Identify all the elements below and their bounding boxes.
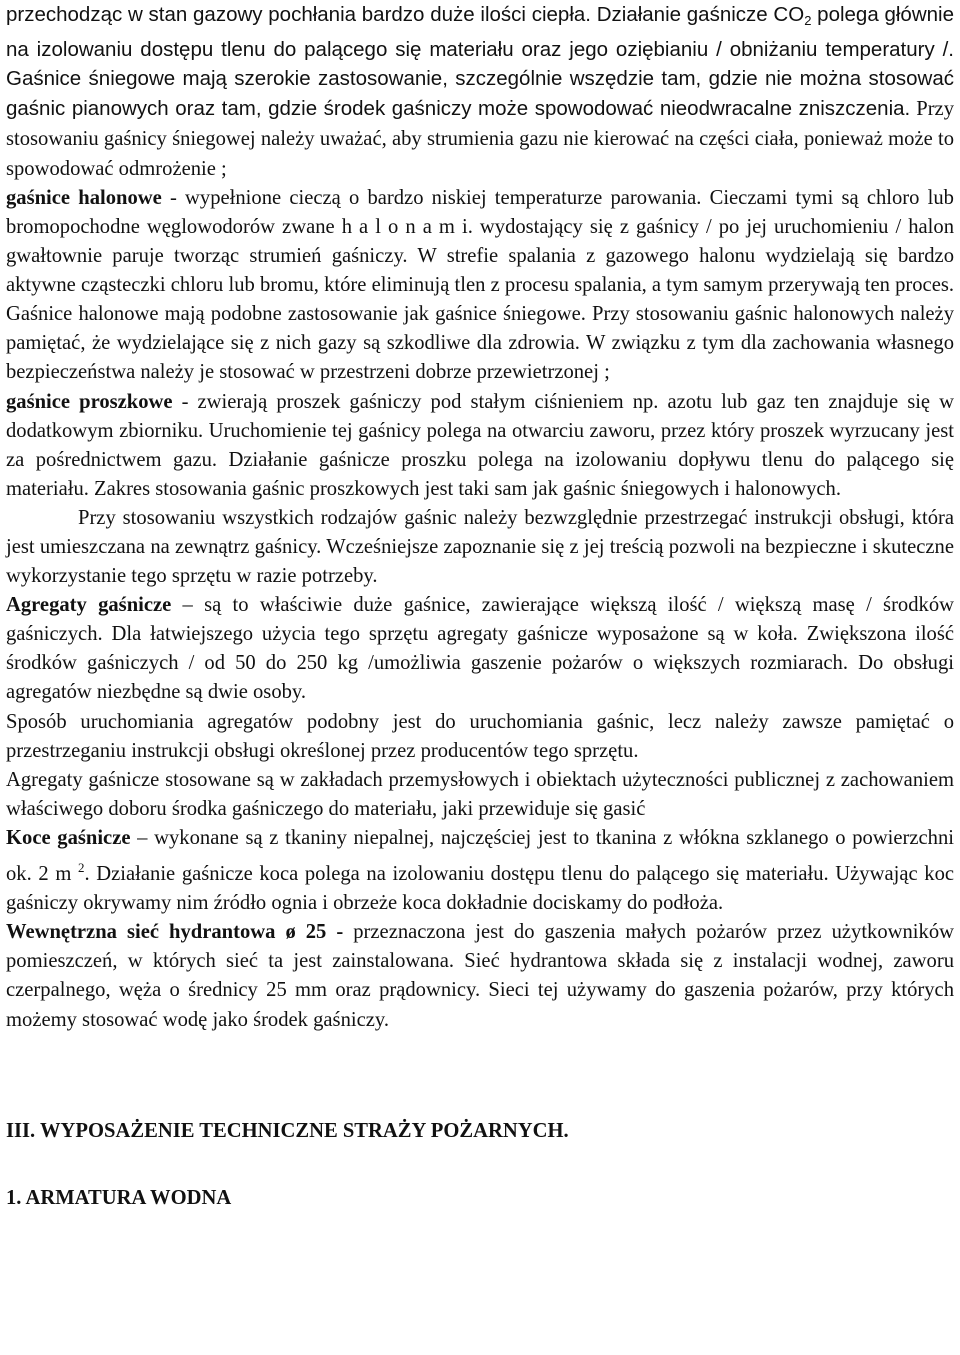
spacer <box>6 1035 954 1117</box>
term-hydrant: Wewnętrzna sieć hydrantowa ø 25 - <box>6 921 344 944</box>
m2-superscript: 2 <box>78 860 85 876</box>
subsection-heading: 1. ARMATURA WODNA <box>6 1186 232 1209</box>
blankets-text-part1: – wykonane są z tkaniny niepalnej, najczęściej jest to tkanina z włókna szklanego o powierzchni ok. 2 m <box>6 826 955 886</box>
term-blankets: Koce gaśnicze <box>6 826 131 849</box>
spacer <box>6 1146 954 1184</box>
halon-text: - wypełnione cieczą o bardzo niskiej temperaturze parowania. Cieczami tymi są chloro lub bromopochodne węglowodorów zwane h a l o n a m i. wydostający się z gaśnicy / po jej uruchomieniu / halon gwałtownie paruje tworząc strumień gaśniczy. W strefie spalania z gazowego halonu wydzielają się bardzo aktywne cząsteczki chloru lub bromu, które eliminują tlen z procesu spalania, a tym samym przerywają ten proces. Gaśnice halonowe mają podobne zastosowanie jak gaśnice śniegowe. Przy stosowaniu gaśnic halonowych należy pamiętać, że wydzielające się z nich gazy są szkodliwe dla zdrowia. W związku z tym dla zachowania własnego bezpieczeństwa należy je stosować w przestrzeni dobrze przewietrzonej ; <box>6 186 954 384</box>
blankets-text-part2: . Działanie gaśnicze koca polega na izolowaniu dostępu tlenu do palącego się materiału. Używając koc gaśniczy okrywamy nim źródło ognia i obrzeże koca dokładnie dociskamy do podłoża. <box>6 863 954 915</box>
paragraph-snow-extinguisher <box>6 0 954 184</box>
paragraph-powder <box>6 388 954 504</box>
paragraph-halon <box>6 184 954 388</box>
section-heading: III. WYPOSAŻENIE TECHNICZNE STRAŻY POŻARNYCH. <box>6 1119 569 1142</box>
powder-text: - zwierają proszek gaśniczy pod stałym ciśnieniem np. azotu lub gaz ten znajduje się w dodatkowym zbiorniku. Uruchomienie tej gaśnicy polega na otwarciu zaworu, przez który proszek wyrzucany jest za pośrednictwem gazu. Działanie gaśnicze proszku polega na izolowaniu dopływu tlenu do palącego się materiału. Zakres stosowania gaśnic proszkowych jest taki sam jak gaśnic śniegowych i halonowych. <box>6 390 954 500</box>
paragraph-aggregates-start: Sposób uruchomiania agregatów podobny jest do uruchomiania gaśnic, lecz należy zawsze pamiętać o przestrzeganiu instrukcji obsługi określonej przez producentów tego sprzętu. <box>6 710 954 762</box>
document-page <box>6 0 954 1213</box>
term-halon: gaśnice halonowe <box>6 186 162 209</box>
paragraph-hydrant <box>6 918 954 1034</box>
paragraph-aggregates-use: Agregaty gaśnicze stosowane są w zakładach przemysłowych i obiektach użyteczności publicznej z zachowaniem właściwego doboru środka gaśniczego do materiału, jaki przewiduje się gasić <box>6 768 954 820</box>
paragraph-instructions: Przy stosowaniu wszystkich rodzajów gaśnic należy bezwzględnie przestrzegać instrukcji obsługi, która jest umieszczana na zewnątrz gaśnicy. Wcześniejsze zapoznanie się z jej treścią pozwoli na bezpieczne i skuteczne wykorzystanie tego sprzętu w razie potrzeby. <box>6 506 954 588</box>
snow-text-part2: polega głównie na izolowaniu dostępu tlenu do palącego się materiału oraz jego oziębianiu / obniżaniu temperatury /. Gaśnice śniegowe mają szerokie zastosowanie, szczególnie wszędzie tam, gdzie nie można stosować gaśnic pianowych oraz tam, gdzie środek gaśniczy może spowodować nieodwracalne zniszczenia. <box>6 3 954 120</box>
snow-usage-warning: Przy stosowaniu gaśnicy śniegowej należy uważać, aby strumienia gazu nie kierować na części ciała, ponieważ może to spowodować odmrożenie ; <box>6 97 954 180</box>
term-powder: gaśnice proszkowe <box>6 390 173 413</box>
term-aggregates: Agregaty gaśnicze <box>6 594 172 617</box>
paragraph-blankets <box>6 824 954 918</box>
snow-text-part1: przechodząc w stan gazowy pochłania bardzo duże ilości ciepła. Działanie gaśnicze CO <box>6 3 805 26</box>
co2-subscript: 2 <box>804 13 812 28</box>
aggregates-text: – są to właściwie duże gaśnice, zawierające większą ilość / większą masę / środków gaśniczych. Dla łatwiejszego użycia tego sprzętu agregaty gaśnicze wyposażone są w koła. Zwiększona ilość środków gaśniczych / od 50 do 250 kg /umożliwia gaszenie pożarów o większych rozmiarach. Do obsługi agregatów niezbędne są dwie osoby. <box>6 594 954 704</box>
paragraph-aggregates <box>6 591 954 707</box>
hydrant-text: przeznaczona jest do gaszenia małych pożarów przez użytkowników pomieszczeń, w których sieć ta jest zainstalowana. Sieć hydrantowa składa się z instalacji wodnej, zaworu czerpalnego, węża o średnicy 25 mm oraz prądownicy. Sieci tej używamy do gaszenia pożarów, przy których możemy stosować wodę jako środek gaśniczy. <box>6 921 954 1031</box>
